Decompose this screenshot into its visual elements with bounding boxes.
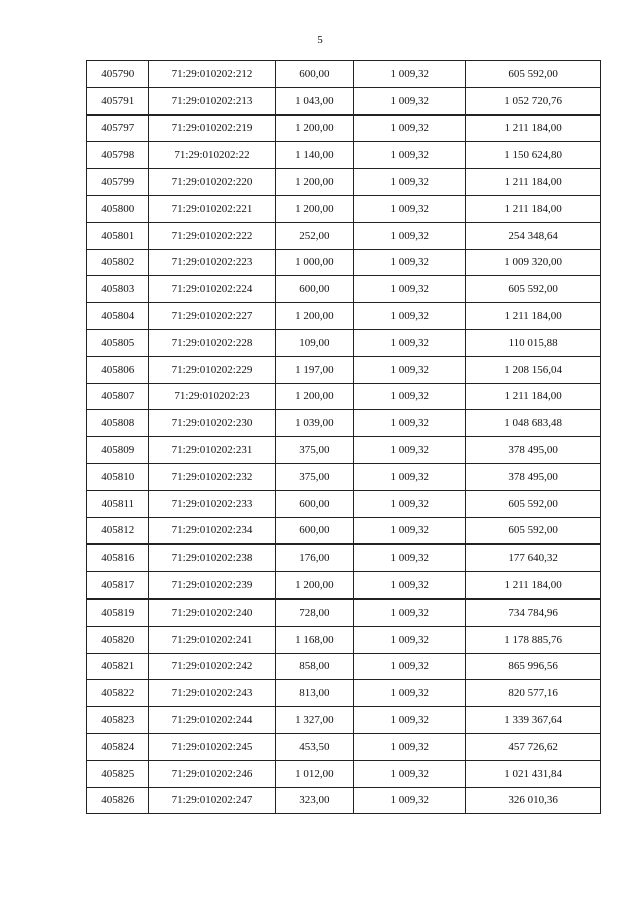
- row-number-cell: 405809: [87, 437, 149, 464]
- table-row: [87, 707, 601, 734]
- cadastral-number-cell: 71:29:010202:223: [149, 249, 275, 276]
- cadastral-number-cell: 71:29:010202:222: [149, 222, 275, 249]
- cadastral-value-cell: 1 208 156,04: [466, 356, 601, 383]
- specific-value-cell: 1 009,32: [354, 195, 466, 222]
- table-row: [87, 276, 601, 303]
- cadastral-number-cell: 71:29:010202:247: [149, 787, 275, 814]
- specific-value-cell: 1 009,32: [354, 249, 466, 276]
- cadastral-number-cell: 71:29:010202:243: [149, 680, 275, 707]
- area-cell: 600,00: [275, 517, 354, 544]
- specific-value-cell: 1 009,32: [354, 653, 466, 680]
- specific-value-cell: 1 009,32: [354, 276, 466, 303]
- cadastral-number-cell: 71:29:010202:230: [149, 410, 275, 437]
- cadastral-number-cell: 71:29:010202:213: [149, 87, 275, 114]
- area-cell: 176,00: [275, 544, 354, 571]
- specific-value-cell: 1 009,32: [354, 599, 466, 626]
- row-number-cell: 405803: [87, 276, 149, 303]
- specific-value-cell: 1 009,32: [354, 544, 466, 571]
- table-row: [87, 626, 601, 653]
- table-row: [87, 463, 601, 490]
- cadastral-number-cell: 71:29:010202:242: [149, 653, 275, 680]
- row-number-cell: 405823: [87, 707, 149, 734]
- row-number-cell: 405798: [87, 142, 149, 169]
- cadastral-value-cell: 1 211 184,00: [466, 169, 601, 196]
- specific-value-cell: 1 009,32: [354, 356, 466, 383]
- specific-value-cell: 1 009,32: [354, 760, 466, 787]
- specific-value-cell: 1 009,32: [354, 142, 466, 169]
- row-number-cell: 405799: [87, 169, 149, 196]
- cadastral-value-cell: 605 592,00: [466, 61, 601, 88]
- row-number-cell: 405804: [87, 303, 149, 330]
- row-number-cell: 405801: [87, 222, 149, 249]
- area-cell: 323,00: [275, 787, 354, 814]
- cadastral-number-cell: 71:29:010202:240: [149, 599, 275, 626]
- area-cell: 1 200,00: [275, 115, 354, 142]
- table-row: [87, 599, 601, 626]
- row-number-cell: 405805: [87, 329, 149, 356]
- row-number-cell: 405808: [87, 410, 149, 437]
- specific-value-cell: 1 009,32: [354, 463, 466, 490]
- cadastral-value-cell: 177 640,32: [466, 544, 601, 571]
- specific-value-cell: 1 009,32: [354, 490, 466, 517]
- row-number-cell: 405800: [87, 195, 149, 222]
- row-number-cell: 405816: [87, 544, 149, 571]
- cadastral-number-cell: 71:29:010202:246: [149, 760, 275, 787]
- area-cell: 453,50: [275, 733, 354, 760]
- cadastral-number-cell: 71:29:010202:238: [149, 544, 275, 571]
- table-row: [87, 410, 601, 437]
- area-cell: 1 012,00: [275, 760, 354, 787]
- row-number-cell: 405810: [87, 463, 149, 490]
- row-number-cell: 405790: [87, 61, 149, 88]
- cadastral-value-cell: 378 495,00: [466, 463, 601, 490]
- table-row: [87, 680, 601, 707]
- cadastral-number-cell: 71:29:010202:220: [149, 169, 275, 196]
- specific-value-cell: 1 009,32: [354, 329, 466, 356]
- cadastral-value-cell: 865 996,56: [466, 653, 601, 680]
- cadastral-number-cell: 71:29:010202:229: [149, 356, 275, 383]
- area-cell: 1 327,00: [275, 707, 354, 734]
- row-number-cell: 405807: [87, 383, 149, 410]
- area-cell: 1 000,00: [275, 249, 354, 276]
- area-cell: 813,00: [275, 680, 354, 707]
- table-row: [87, 222, 601, 249]
- area-cell: 1 200,00: [275, 572, 354, 599]
- cadastral-value-cell: 1 339 367,64: [466, 707, 601, 734]
- cadastral-value-cell: 1 150 624,80: [466, 142, 601, 169]
- area-cell: 109,00: [275, 329, 354, 356]
- cadastral-number-cell: 71:29:010202:227: [149, 303, 275, 330]
- cadastral-value-cell: 1 211 184,00: [466, 572, 601, 599]
- area-cell: 1 039,00: [275, 410, 354, 437]
- area-cell: 1 200,00: [275, 303, 354, 330]
- specific-value-cell: 1 009,32: [354, 517, 466, 544]
- cadastral-value-cell: 1 048 683,48: [466, 410, 601, 437]
- cadastral-number-cell: 71:29:010202:22: [149, 142, 275, 169]
- specific-value-cell: 1 009,32: [354, 169, 466, 196]
- table-row: [87, 249, 601, 276]
- row-number-cell: 405826: [87, 787, 149, 814]
- table-row: [87, 87, 601, 114]
- table-row: [87, 383, 601, 410]
- row-number-cell: 405819: [87, 599, 149, 626]
- row-number-cell: 405797: [87, 115, 149, 142]
- table-row: [87, 169, 601, 196]
- row-number-cell: 405817: [87, 572, 149, 599]
- area-cell: 728,00: [275, 599, 354, 626]
- page-number: 5: [317, 34, 323, 46]
- cadastral-number-cell: 71:29:010202:219: [149, 115, 275, 142]
- cadastral-value-cell: 1 178 885,76: [466, 626, 601, 653]
- area-cell: 1 200,00: [275, 383, 354, 410]
- table-row: [87, 356, 601, 383]
- row-number-cell: 405811: [87, 490, 149, 517]
- table-row: [87, 329, 601, 356]
- cadastral-value-cell: 605 592,00: [466, 490, 601, 517]
- cadastral-value-cell: 110 015,88: [466, 329, 601, 356]
- table-row: [87, 61, 601, 88]
- table-row: [87, 490, 601, 517]
- table-row: [87, 572, 601, 599]
- specific-value-cell: 1 009,32: [354, 572, 466, 599]
- cadastral-value-cell: 1 211 184,00: [466, 303, 601, 330]
- row-number-cell: 405822: [87, 680, 149, 707]
- row-number-cell: 405791: [87, 87, 149, 114]
- cadastral-number-cell: 71:29:010202:233: [149, 490, 275, 517]
- cadastral-number-cell: 71:29:010202:231: [149, 437, 275, 464]
- table-row: [87, 303, 601, 330]
- row-number-cell: 405812: [87, 517, 149, 544]
- table-row: [87, 517, 601, 544]
- specific-value-cell: 1 009,32: [354, 383, 466, 410]
- table-row: [87, 787, 601, 814]
- table-row: [87, 115, 601, 142]
- area-cell: 375,00: [275, 437, 354, 464]
- specific-value-cell: 1 009,32: [354, 626, 466, 653]
- table-row: [87, 142, 601, 169]
- cadastral-value-cell: 734 784,96: [466, 599, 601, 626]
- area-cell: 1 168,00: [275, 626, 354, 653]
- cadastral-value-cell: 1 211 184,00: [466, 195, 601, 222]
- cadastral-number-cell: 71:29:010202:224: [149, 276, 275, 303]
- area-cell: 600,00: [275, 276, 354, 303]
- specific-value-cell: 1 009,32: [354, 115, 466, 142]
- specific-value-cell: 1 009,32: [354, 303, 466, 330]
- table-row: [87, 733, 601, 760]
- cadastral-value-cell: 457 726,62: [466, 733, 601, 760]
- specific-value-cell: 1 009,32: [354, 222, 466, 249]
- area-cell: 600,00: [275, 490, 354, 517]
- cadastral-value-cell: 1 211 184,00: [466, 383, 601, 410]
- area-cell: 600,00: [275, 61, 354, 88]
- cadastral-number-cell: 71:29:010202:234: [149, 517, 275, 544]
- row-number-cell: 405806: [87, 356, 149, 383]
- area-cell: 1 200,00: [275, 169, 354, 196]
- row-number-cell: 405802: [87, 249, 149, 276]
- specific-value-cell: 1 009,32: [354, 787, 466, 814]
- cadastral-number-cell: 71:29:010202:228: [149, 329, 275, 356]
- cadastral-number-cell: 71:29:010202:241: [149, 626, 275, 653]
- specific-value-cell: 1 009,32: [354, 410, 466, 437]
- cadastral-number-cell: 71:29:010202:232: [149, 463, 275, 490]
- cadastral-value-cell: 605 592,00: [466, 276, 601, 303]
- cadastral-value-cell: 378 495,00: [466, 437, 601, 464]
- cadastral-value-cell: 1 211 184,00: [466, 115, 601, 142]
- specific-value-cell: 1 009,32: [354, 61, 466, 88]
- table-body: [87, 61, 601, 814]
- cadastral-value-cell: 254 348,64: [466, 222, 601, 249]
- cadastral-value-cell: 1 021 431,84: [466, 760, 601, 787]
- area-cell: 1 043,00: [275, 87, 354, 114]
- specific-value-cell: 1 009,32: [354, 733, 466, 760]
- specific-value-cell: 1 009,32: [354, 87, 466, 114]
- cadastral-value-table: [86, 60, 601, 814]
- table-row: [87, 437, 601, 464]
- cadastral-number-cell: 71:29:010202:212: [149, 61, 275, 88]
- area-cell: 1 197,00: [275, 356, 354, 383]
- specific-value-cell: 1 009,32: [354, 437, 466, 464]
- cadastral-number-cell: 71:29:010202:23: [149, 383, 275, 410]
- table-row: [87, 653, 601, 680]
- specific-value-cell: 1 009,32: [354, 707, 466, 734]
- table-row: [87, 760, 601, 787]
- area-cell: 252,00: [275, 222, 354, 249]
- area-cell: 375,00: [275, 463, 354, 490]
- area-cell: 1 140,00: [275, 142, 354, 169]
- cadastral-number-cell: 71:29:010202:244: [149, 707, 275, 734]
- area-cell: 1 200,00: [275, 195, 354, 222]
- table-row: [87, 544, 601, 571]
- area-cell: 858,00: [275, 653, 354, 680]
- cadastral-value-cell: 326 010,36: [466, 787, 601, 814]
- row-number-cell: 405824: [87, 733, 149, 760]
- cadastral-value-cell: 605 592,00: [466, 517, 601, 544]
- row-number-cell: 405821: [87, 653, 149, 680]
- cadastral-number-cell: 71:29:010202:245: [149, 733, 275, 760]
- specific-value-cell: 1 009,32: [354, 680, 466, 707]
- row-number-cell: 405820: [87, 626, 149, 653]
- cadastral-number-cell: 71:29:010202:239: [149, 572, 275, 599]
- cadastral-number-cell: 71:29:010202:221: [149, 195, 275, 222]
- cadastral-value-cell: 1 009 320,00: [466, 249, 601, 276]
- cadastral-value-cell: 1 052 720,76: [466, 87, 601, 114]
- cadastral-value-cell: 820 577,16: [466, 680, 601, 707]
- row-number-cell: 405825: [87, 760, 149, 787]
- table-row: [87, 195, 601, 222]
